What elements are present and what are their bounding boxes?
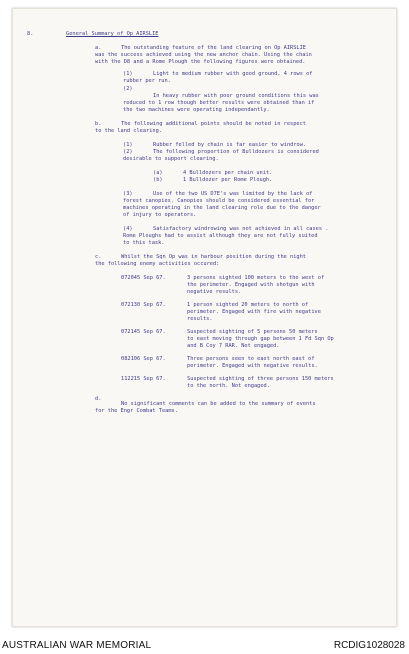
entry-line: and B Coy 7 RAR. Not engaged. bbox=[187, 343, 280, 349]
para-a-line: The outstanding feature of the land clearing on Op AIRSLIE bbox=[121, 45, 306, 51]
entry-line: Suspected sighting of three persons 150 meters bbox=[187, 376, 334, 382]
document-body bbox=[13, 9, 396, 626]
footer-source: AUSTRALIAN WAR MEMORIAL bbox=[2, 640, 152, 651]
entry-line: to the north. Not engaged. bbox=[187, 383, 270, 389]
item-2-line: reduced to 1 row though better results were obtained than if bbox=[123, 100, 315, 106]
entry-line: negative results. bbox=[187, 289, 242, 295]
sub-a-label: (a) bbox=[153, 170, 163, 176]
item-1-line: rubber per run. bbox=[123, 78, 171, 84]
para-d-line: No significant comments can be added to the summary of events bbox=[121, 401, 316, 407]
b-item-3-line: of injury to operators. bbox=[123, 212, 197, 218]
entry-line: 3 persons sighted 100 meters to the west of bbox=[187, 275, 325, 281]
para-d-line: for the Engr Combat Teams. bbox=[95, 408, 178, 414]
para-a-line: was the success achieved using the new anchor chain. Using the chain bbox=[95, 52, 312, 58]
para-a-line: with the D8 and a Rome Plough the following figures were obtained. bbox=[95, 59, 306, 65]
entry-line: results. bbox=[187, 316, 213, 322]
item-2-label: (2) bbox=[123, 86, 133, 92]
b-item-4-label: (4) bbox=[123, 226, 133, 232]
entry-time: 082106 Sep 67. bbox=[121, 356, 166, 362]
b-item-4-line: Rome Ploughs had to assist although they are not fully suited bbox=[123, 233, 318, 239]
entry-line: Three persons seen to east north east of bbox=[187, 356, 315, 362]
footer-record-id: RCDIG1028028 bbox=[333, 640, 405, 651]
b-item-2-label: (2) bbox=[123, 149, 133, 155]
entry-line: the perimeter. Engaged with shotgun with bbox=[187, 282, 315, 288]
item-2-line: In heavy rubber with poor ground conditions this was bbox=[153, 93, 319, 99]
entry-line: to east moving through gap between 1 Fd Sqn Op bbox=[187, 336, 334, 342]
sub-a-text: 4 Bulldozers per chain unit. bbox=[183, 170, 273, 176]
entry-time: 072145 Sep 67. bbox=[121, 329, 166, 335]
para-a-label: a. bbox=[95, 45, 102, 51]
item-1-line: Light to medium rubber with good ground, 4 rows of bbox=[153, 71, 313, 77]
document-page bbox=[12, 8, 397, 627]
entry-time: 112215 Sep 67. bbox=[121, 376, 166, 382]
entry-line: perimeter. Engaged with negative results. bbox=[187, 363, 318, 369]
b-item-2-line: The following proportion of Bulldozers is considered bbox=[153, 149, 319, 155]
entry-time: 072045 Sep 67. bbox=[121, 275, 166, 281]
footer-bar bbox=[0, 636, 409, 654]
section-title: General Summary of Op AIRSLIE bbox=[66, 31, 159, 37]
b-item-1-line: Rubber felled by chain is far easier to windrow. bbox=[153, 142, 307, 148]
para-b-line: The following additional points should be noted in respect bbox=[121, 121, 306, 127]
section-number: 8. bbox=[27, 31, 34, 37]
item-1-label: (1) bbox=[123, 71, 133, 77]
b-item-3-label: (3) bbox=[123, 191, 133, 197]
b-item-2-line: desirable to support clearing. bbox=[123, 156, 219, 162]
para-c-line: Whilst the Sqn Op was in harbour position during the night bbox=[121, 254, 306, 260]
para-c-line: the following enemy activities occured: bbox=[95, 261, 220, 267]
para-c-label: c. bbox=[95, 254, 102, 260]
b-item-3-line: Use of the two US D7E's was limited by the lack of bbox=[153, 191, 313, 197]
para-d-label: d. bbox=[95, 396, 102, 402]
para-b-line: to the land clearing. bbox=[95, 128, 162, 134]
item-2-line: the two machines were operating independantly. bbox=[123, 107, 270, 113]
entry-line: perimeter. Engaged with fire with negative bbox=[187, 309, 321, 315]
sub-b-label: (b) bbox=[153, 177, 163, 183]
b-item-4-line: to this task. bbox=[123, 240, 165, 246]
sub-b-text: 1 Bulldozer per Rome Plough. bbox=[183, 177, 273, 183]
entry-time: 072130 Sep 67. bbox=[121, 302, 166, 308]
b-item-3-line: forest canopies. Canopies should be considered essential for bbox=[123, 198, 315, 204]
entry-line: Suspected sighting of 5 persons 50 meters bbox=[187, 329, 318, 335]
b-item-3-line: machines operating in the land clearing role due to the danger bbox=[123, 205, 321, 211]
entry-line: 1 person sighted 20 meters to north of bbox=[187, 302, 309, 308]
b-item-1-label: (1) bbox=[123, 142, 133, 148]
para-b-label: b. bbox=[95, 121, 102, 127]
b-item-4-line: Satisfactory windrowing was not achieved in all cases . bbox=[153, 226, 329, 232]
